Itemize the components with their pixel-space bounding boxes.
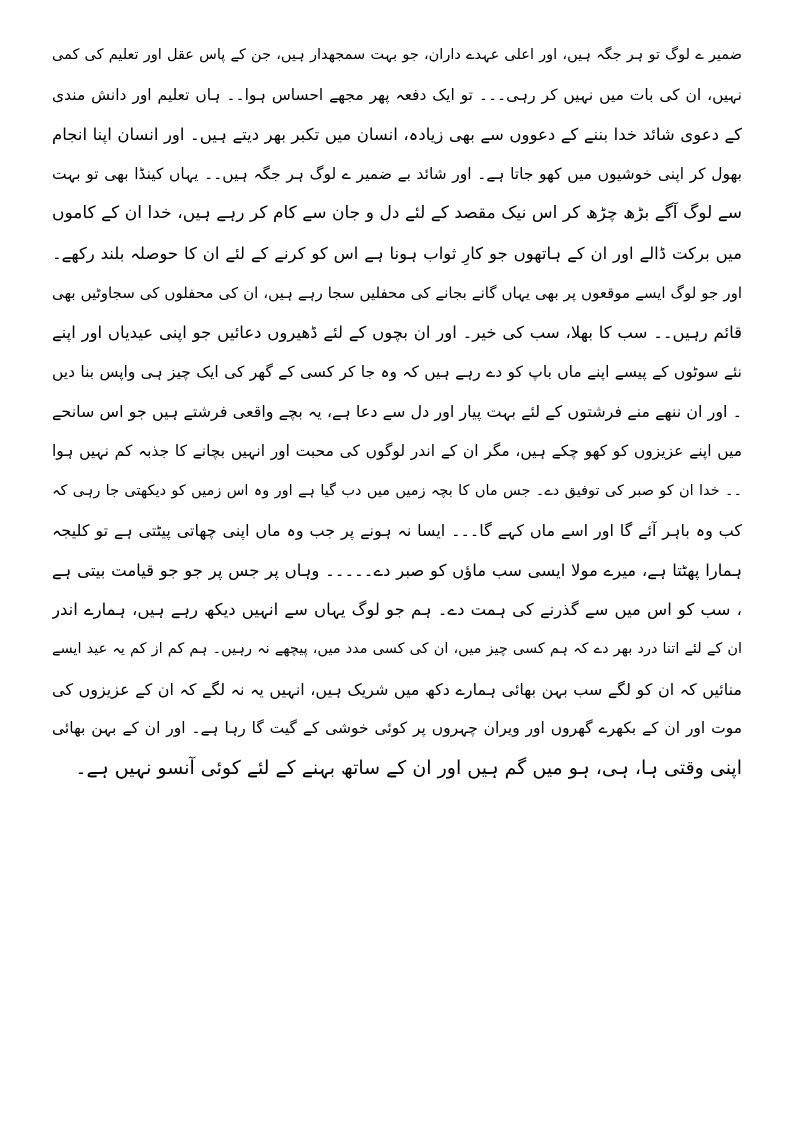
text-line-19: اپنی وقتی ہا، ہی، ہو میں گم ہیں اور ان کے ساتھ بہنے کے لئے کوئی آنسو نہیں ہے۔ (75, 756, 742, 779)
text-line-6: میں برکت ڈالے اور ان کے ہاتھوں جو کارِ ثواب ہونا ہے اس کو کرنے کے لئے ان کا حوصلہ بلند رکھے۔ (52, 243, 742, 263)
text-line-1: ضمیر ے لوگ تو ہر جگہ ہیں، اور اعلی عہدے داران، جو بہت سمجھدار ہیں، جن کے پاس عقل اور تعلیم کی کمی (52, 47, 742, 63)
text-line-17: منائیں کہ ان کو لگے سب بہن بھائی ہمارے دکھ میں شریک ہیں، انہیں یہ نہ لگے کہ ان کے عزیزوں کی (52, 679, 742, 699)
text-line-16: ان کے لئے اتنا درد بھر دے کہ ہم کسی چیز میں، ان کی کسی مدد میں، پیچھے نہ رہیں۔ ہم کم از کم یہ عید ایسے (52, 640, 742, 657)
text-line-8: قائم رہیں۔۔ سب کا بھلا، سب کی خیر۔ اور ان بچوں کے لئے ڈھیروں دعائیں جو اپنی عیدیاں اور اپنے (52, 323, 742, 343)
text-line-12: ۔۔ خدا ان کو صبر کی توفیق دے۔ جس ماں کا بچہ زمیں میں دب گیا ہے اور وہ اس زمیں کو دیکھتی جا رہی کہ (52, 482, 742, 499)
text-line-13: کب وہ باہر آئے گا اور اسے ماں کہے گا۔۔۔ ایسا نہ ہونے پر جب وہ ماں اپنی چھاتی پیٹتی ہے تو کلیجہ (52, 521, 742, 541)
text-line-9: نئے سوٹوں کے پیسے اپنے ماں باپ کو دے رہے ہیں کہ وہ جا کر کسی کے گھر کی ایک چیز ہی واپس بنا دیں (52, 362, 742, 381)
text-line-4: بھول کر اپنی خوشیوں میں کھو جاتا ہے۔ اور شائد بے ضمیر ے لوگ ہر جگہ ہیں۔۔ یہاں کینڈا بھی تو بہت (52, 164, 742, 183)
text-line-14: ہمارا پھٹتا ہے، میرے مولا ایسی سب ماؤں کو صبر دے۔۔۔۔۔ وہاں پر جس پر جو جو قیامت بیتی ہے (52, 560, 742, 580)
text-line-15: ، سب کو اس میں سے گذرنے کی ہمت دے۔ ہم جو لوگ یہاں سے انہیں دیکھ رہے ہیں، ہمارے اندر (52, 600, 742, 620)
text-line-7: اور جو لوگ ایسے موقعوں پر بھی یہاں گانے بجانے کی محفلیں سجا رہے ہیں، ان کی محفلوں کی سجاوٹیں بھی (52, 283, 742, 302)
text-line-10: ۔ اور ان ننھے منے فرشتوں کے لئے بہت پیار اور دل سے دعا ہے، یہ بچے واقعی فرشتے ہیں جو اس سانحے (52, 402, 742, 422)
text-line-3: کے دعوی شائد خدا بننے کے دعووں سے بھی زیادہ، انسان میں تکبر بھر دیتے ہیں۔ اور انسان اپنا انجام (52, 125, 742, 145)
body-text (52, 36, 742, 788)
text-line-2: نہیں، ان کی بات میں نہیں کر رہی۔۔۔ تو ایک دفعہ پھر مجھے احساس ہوا۔۔ ہاں تعلیم اور دانش مندی (52, 85, 742, 104)
text-line-5: سے لوگ آگے بڑھ چڑھ کر اس نیک مقصد کے لئے دل و جان سے کام کر رہے ہیں، خدا ان کے کاموں (52, 203, 742, 224)
text-line-11: میں اپنے عزیزوں کو کھو چکے ہیں، مگر ان کے اندر لوگوں کی محبت اور انہیں بچانے کا جذبہ کم نہیں ہوا (52, 441, 742, 460)
text-line-18: موت اور ان کے بکھرے گھروں اور ویران چہروں پر کوئی خوشی کے گیت گا رہا ہے۔ اور ان کے بہن بھائی (52, 719, 742, 738)
